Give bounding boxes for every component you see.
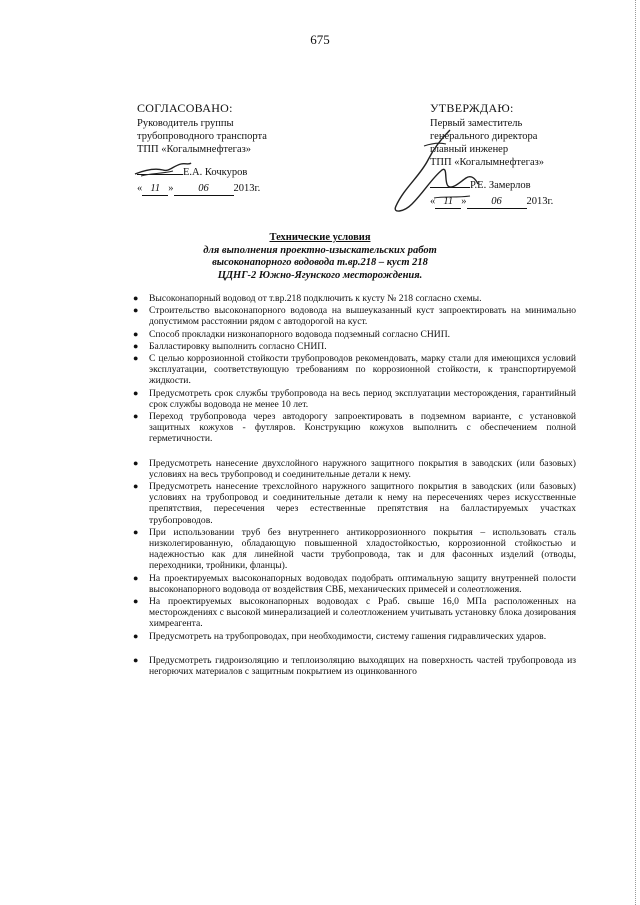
approval-line: главный инженер [430,144,509,155]
signature-row [430,179,620,195]
approval-heading: УТВЕРЖДАЮ: [430,101,514,115]
list-item-text: Предусмотреть нанесение трехслойного наружного защитного покрытия в заводских (или базовых) условиях на трубопровод и соединительные детали к нему на пересечениях через искусственные препятствия, пересечения через естественные препятствия на балластируемых участках трубопроводов. [149,481,576,526]
signature-blank [430,187,470,188]
bullet-icon: ● [133,353,139,364]
bullet-icon: ● [133,340,139,351]
title-line: Технические условия [269,232,371,243]
date-day: 11 [142,182,168,196]
list-item [133,573,576,595]
signature-blank [137,174,183,175]
page-number: 675 [310,32,330,47]
list-item [133,293,576,304]
bullet-icon: ● [133,481,139,492]
list-item [133,596,576,630]
bullet-icon: ● [133,305,139,316]
list-item-text: Предусмотреть на трубопроводах, при необходимости, систему гашения гидравлических ударов. [149,630,547,642]
list-item-text: Переход трубопровода через автодорогу запроектировать в подземном варианте, с установкой защитных кожухов - футляров. Конструкцию кожухов выполнить с обеспечением полной герметичности. [149,411,576,445]
title-line: для выполнения проектно-изыскательских работ [203,244,437,256]
bullet-icon: ● [133,293,139,303]
list-item-text: Строительство высоконапорного водовода на вышеуказанный куст запроектировать на минимально допустимом расстоянии рядом с автодорогой на куст. [149,305,576,328]
date-month: 06 [467,195,527,209]
list-item-text: Балластировку выполнить согласно СНИП. [149,340,327,352]
signer-name: Е.А. Кочкуров [183,167,248,178]
approval-date: « 11 » 06 2013г. [137,183,261,194]
list-item [133,353,576,387]
list-item-text: Высоконапорный водовод от т.вр.218 подключить к кусту № 218 согласно схемы. [149,293,482,304]
list-item [133,481,576,526]
bullet-icon: ● [133,630,139,641]
bullet-icon: ● [133,328,139,339]
list-item-text: При использовании труб без внутреннего антикоррозионного покрытия – использовать сталь низколегированную, обладающую повышенной хладостойкостью, коррозионной стойкостью и надежностью как для линейной части трубопровода, так и для фасонных изделий (отводы, переходники, тройники, фланцы). [149,526,576,572]
bullet-icon: ● [133,387,139,398]
list-item [133,631,576,642]
list-item [133,388,576,410]
approval-line: Первый заместитель [430,118,523,129]
list-item [133,305,576,327]
bullet-icon: ● [133,411,139,422]
approval-heading: СОГЛАСОВАНО: [137,101,233,115]
date-year: 2013г. [526,196,554,207]
bullet-icon: ● [133,654,139,665]
approval-date: « 11 » 06 2013г. [430,196,554,207]
list-item [133,411,576,445]
list-item-text: На проектируемых высоконапорных водоводах подобрать оптимальную защиту внутренней полости высоконапорного водовода от воздействия СВБ, механических примесей и солеотложения. [149,572,576,595]
title-line: высоконапорного водовода т.вр.218 – куст 218 [212,257,428,268]
signer-name: Р.Е. Замерлов [470,180,531,191]
list-item [133,329,576,340]
list-item-text: На проектируемых высоконапорных водоводах с Рраб. свыше 16,0 МПа расположенных на месторождениях с высокой минерализацией и солеотложением учитывать установку блока дозирования химреагента. [149,596,576,630]
requirements-list [133,293,576,678]
approval-line: Руководитель группы [137,118,234,129]
approval-line: генерального директора [430,131,538,142]
scan-edge-divider [635,0,640,905]
bullet-icon: ● [133,596,139,607]
list-item-text: С целью коррозионной стойкости трубопроводов рекомендовать, марку стали для имеющихся условий эксплуатации, соответствующую требованиям по коррозионной стойкости, к транспортируемой жидкости. [149,353,576,387]
date-day: 11 [435,195,461,209]
list-item [133,655,576,677]
list-item-text: Предусмотреть нанесение двухслойного наружного защитного покрытия в заводских (или базовых) условиях на весь трубопровод и соединительные детали к нему. [149,457,576,480]
date-year: 2013г. [233,183,261,194]
approval-block-approved [430,102,620,209]
list-item [133,341,576,352]
title-line: ЦДНГ-2 Южно-Ягунского месторождения. [217,269,423,281]
bullet-icon: ● [133,572,139,583]
list-item-text: Способ прокладки низконапорного водовода подземный согласно СНИП. [149,328,451,340]
list-item [133,458,576,480]
approval-line: ТПП «Когалымнефтегаз» [430,157,545,168]
list-item [133,527,576,572]
date-month: 06 [174,182,234,196]
list-item-text: Предусмотреть срок службы трубопровода на весь период эксплуатации месторождения, гарантийный срок службы водовода не менее 10 лет. [149,387,576,410]
list-item-text: Предусмотреть гидроизоляцию и теплоизоляцию выходящих на поверхность частей трубопровода из негорючих материалов с защитным покрытием из оцинкованного [149,654,576,678]
signature-row [137,166,337,182]
approval-line: трубопроводного транспорта [137,131,267,142]
approval-line: ТПП «Когалымнефтегаз» [137,144,252,155]
approval-block-agreed [137,102,337,196]
bullet-icon: ● [133,457,139,468]
bullet-icon: ● [133,526,139,537]
document-title [0,232,640,282]
